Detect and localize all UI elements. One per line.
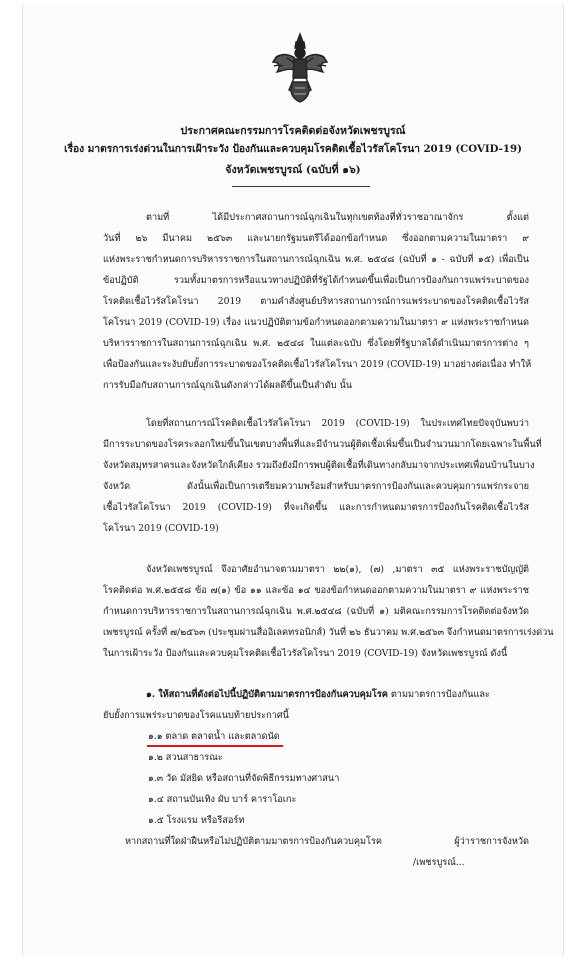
title-divider xyxy=(232,186,370,187)
section-1-lead xyxy=(146,689,490,702)
paragraph-3-line: ในการเฝ้าระวัง ป้องกันและควบคุมโรคติดเชื้อไวรัสโคโรนา 2019 (COVID-19) จังหวัดเพชรบูรณ์ ดังนี้ xyxy=(103,648,508,659)
section-1-tail: หากสถานที่ใดฝ่าฝืนหรือไม่ปฏิบัติตามมาตรการป้องกันควบคุมโรค ผู้ว่าราชการจังหวัด xyxy=(125,836,529,847)
section-1-item-nightlife: ๑.๔ สถานบันเทิง ผับ บาร์ คาราโอเกะ xyxy=(148,794,297,805)
paragraph-3-line: จังหวัดเพชรบูรณ์ จึงอาศัยอำนาจตามมาตรา ๒๒(๑), (๗) ,มาตรา ๓๕ แห่งพระราชบัญญัติ xyxy=(146,564,529,575)
paragraph-1-line: เพื่อป้องกันและระงับยับยั้งการระบาดของโรคติดเชื้อไวรัสโคโรนา 2019 (COVID-19) มาอย่างต่อเนื่อง ทำให้ xyxy=(103,359,532,370)
paragraph-2-line: โดยที่สถานการณ์โรคติดเชื้อไวรัสโคโรนา 2019 (COVID-19) ในประเทศไทยปัจจุบันพบว่า xyxy=(146,418,529,429)
section-1-lead-line-2: ยับยั้งการแพร่ระบาดของโรคแนบท้ายประกาศนี้ xyxy=(103,710,289,721)
document-subject: เรื่อง มาตรการเร่งด่วนในการเฝ้าระวัง ป้องกันและควบคุมโรคติดเชื้อไวรัสโคโรนา 2019 (COVID-19) xyxy=(64,143,522,155)
paragraph-2-line: จังหวัด ดังนั้นเพื่อเป็นการเตรียมความพร้อมสำหรับมาตรการป้องกันและควบคุมการแพร่กระจาย xyxy=(103,481,529,492)
paragraph-2-line: มีการระบาดของโรคระลอกใหม่ขึ้นในเขตบางพื้นที่และมีจำนวนผู้ติดเชื้อเพิ่มขึ้นเป็นจำนวนมากโดยเฉพาะในพื้นที่ xyxy=(103,439,542,450)
section-1-item-park: ๑.๒ สวนสาธารณะ xyxy=(148,752,223,763)
paragraph-1-line: การรับมือกับสถานการณ์ฉุกเฉินดังกล่าวได้ผลดีขึ้นเป็นลำดับ นั้น xyxy=(103,380,353,391)
paragraph-1-line: ข้อปฏิบัติ รวมทั้งมาตรการหรือแนวทางปฏิบัติที่รัฐได้กำหนดขึ้นเพื่อเป็นการป้องกันการแพร่ระบาดของ xyxy=(103,275,529,286)
paragraph-3-line: เพชรบูรณ์ ครั้งที่ ๗/๒๕๖๓ (ประชุมผ่านสื่ออิเลคทรอนิกส์) วันที่ ๒๖ ธันวาคม พ.ศ.๒๕๖๓ จึงกำหนดมาตรการเร่งด่วน xyxy=(103,627,554,638)
section-1-lead-rest: ตามมาตรการป้องกันและ xyxy=(390,689,490,700)
paragraph-1-line: วันที่ ๒๖ มีนาคม ๒๕๖๓ และนายกรัฐมนตรีได้ออกข้อกำหนด ซึ่งออกตามความในมาตรา ๙ xyxy=(103,233,529,244)
document-title: ประกาศคณะกรรมการโรคติดต่อจังหวัดเพชรบูรณ์ xyxy=(180,125,406,137)
document-page xyxy=(22,4,564,956)
continued-marker: /เพชรบูรณ์... xyxy=(413,857,465,868)
paragraph-3-line: กำหนดการบริหารราชการในสถานการณ์ฉุกเฉิน พ.ศ.๒๕๔๘ (ฉบับที่ ๑) มติคณะกรรมการโรคติดต่อจังหวัด xyxy=(103,606,529,617)
document-issuer: จังหวัดเพชรบูรณ์ (ฉบับที่ ๑๖) xyxy=(225,164,361,176)
paragraph-1-line: ตามที่ ได้มีประกาศสถานการณ์ฉุกเฉินในทุกเขตท้องที่ทั่วราชอาณาจักร ตั้งแต่ xyxy=(146,212,529,223)
paragraph-1-line: บริหารราชการในสถานการณ์ฉุกเฉิน พ.ศ. ๒๕๔๘ ในแต่ละฉบับ ซึ่งโดยที่รัฐบาลได้ดำเนินมาตรการต่าง ๆ xyxy=(103,338,529,349)
red-highlight-underline xyxy=(147,745,283,747)
garuda-emblem-icon xyxy=(271,32,329,104)
paragraph-1-line: โคโรนา 2019 (COVID-19) เรื่อง แนวปฏิบัติตามข้อกำหนดออกตามความในมาตรา ๙ แห่งพระราชกำหนด xyxy=(103,317,529,328)
section-1-item-market: ๑.๑ ตลาด ตลาดน้ำ และตลาดนัด xyxy=(148,731,280,742)
paragraph-2-line: จังหวัดสมุทรสาครและจังหวัดใกล้เคียง รวมถึงยังมีการพบผู้ติดเชื้อที่เดินทางกลับมาจากประเทศเพื่อนบ้านในบาง xyxy=(103,460,535,471)
section-1-item-hotel: ๑.๕ โรงแรม หรือรีสอร์ท xyxy=(148,815,245,826)
paragraph-1-line: แห่งพระราชกำหนดการบริหารราชการในสถานการณ์ฉุกเฉิน พ.ศ. ๒๕๔๘ (ฉบับที่ ๑ - ฉบับที่ ๑๕) เพื่อเป็น xyxy=(103,254,529,265)
paragraph-3-line: โรคติดต่อ พ.ศ.๒๕๕๘ ข้อ ๗(๑) ข้อ ๑๑ และข้อ ๑๔ ของข้อกำหนดออกตามความในมาตรา ๙ แห่งพระราช xyxy=(103,585,529,596)
paragraph-1-line: โรคติดเชื้อไวรัสโคโรนา 2019 ตามคำสั่งศูนย์บริหารสถานการณ์การแพร่ระบาดของโรคติดเชื้อไวรัส xyxy=(103,296,529,307)
section-1-lead-bold: ๑. ให้สถานที่ดังต่อไปนี้ปฏิบัติตามมาตรการป้องกันควบคุมโรค xyxy=(146,689,388,700)
section-1-item-temple: ๑.๓ วัด มัสยิด หรือสถานที่จัดพิธีกรรมทางศาสนา xyxy=(148,773,340,784)
paragraph-2-line: เชื้อไวรัสโคโรนา 2019 (COVID-19) ที่จะเกิดขึ้น และการกำหนดมาตรการป้องกันโรคติดเชื้อไวรัส xyxy=(103,502,529,513)
paragraph-2-line: โคโรนา 2019 (COVID-19) xyxy=(103,523,219,534)
